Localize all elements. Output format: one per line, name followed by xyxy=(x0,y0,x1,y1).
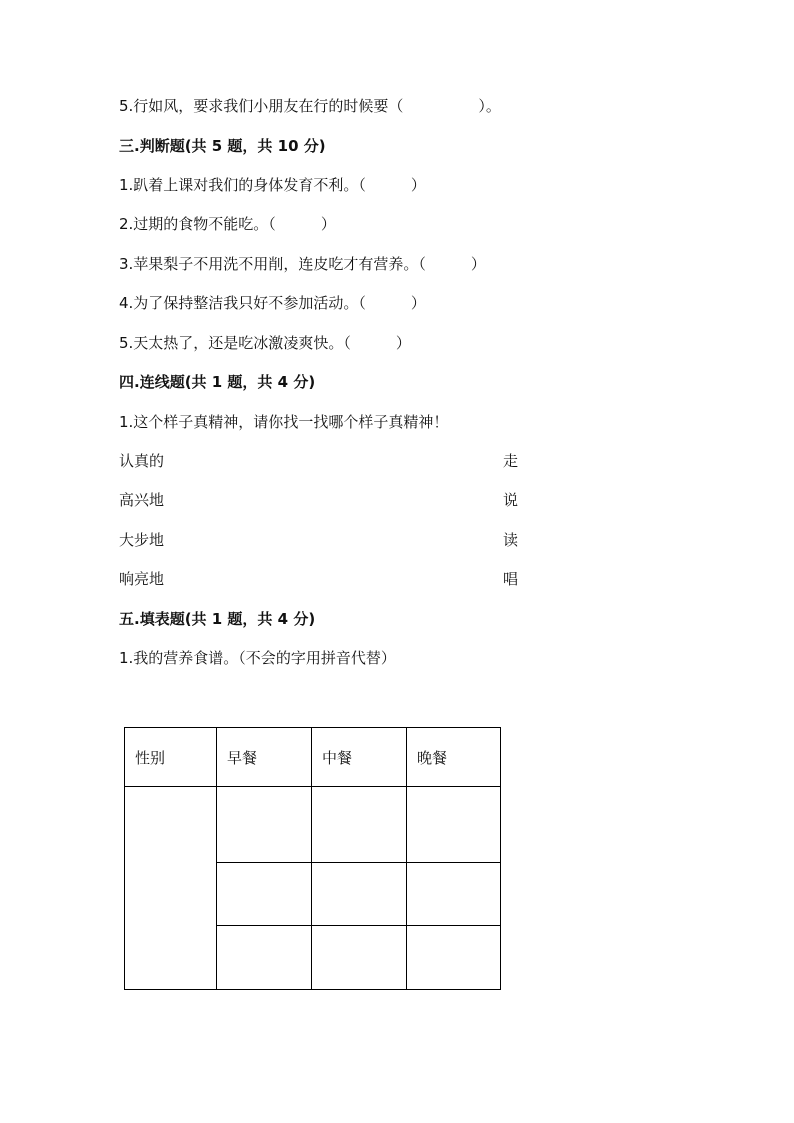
match-left-4: 响亮地 xyxy=(119,570,165,588)
match-left-2: 高兴地 xyxy=(119,491,165,509)
table-cell[interactable] xyxy=(217,863,312,926)
judge-item-1: 1.趴着上课对我们的身体发育不利。（ ） xyxy=(119,176,426,194)
judge-item-2: 2.过期的食物不能吃。（ ） xyxy=(119,215,336,233)
section-5-title: 五.填表题(共 1 题，共 4 分) xyxy=(119,610,316,628)
table-cell[interactable] xyxy=(217,926,312,990)
match-right-2: 说 xyxy=(503,491,519,509)
match-right-4: 唱 xyxy=(503,570,519,588)
matching-question: 1.这个样子真精神，请你找一找哪个样子真精神！ xyxy=(119,413,449,431)
judge-item-3: 3.苹果梨子不用洗不用削，连皮吃才有营养。（ ） xyxy=(119,255,486,273)
table-cell[interactable] xyxy=(312,926,407,990)
meal-table xyxy=(124,727,501,990)
match-right-1: 走 xyxy=(503,452,519,470)
match-right-3: 读 xyxy=(503,531,519,549)
table-cell[interactable] xyxy=(312,787,407,863)
question-3-5: 5.行如风，要求我们小朋友在行的时候要（ ）。 xyxy=(119,97,501,115)
judge-item-5: 5.天太热了，还是吃冰激凌爽快。（ ） xyxy=(119,334,411,352)
section-3-title: 三.判断题(共 5 题，共 10 分) xyxy=(119,137,326,155)
header-lunch: 中餐 xyxy=(312,728,407,787)
judge-item-4: 4.为了保持整洁我只好不参加活动。（ ） xyxy=(119,294,426,312)
match-left-3: 大步地 xyxy=(119,531,165,549)
gender-cell[interactable] xyxy=(125,787,217,990)
section-4-title: 四.连线题(共 1 题，共 4 分) xyxy=(119,373,316,391)
table-cell[interactable] xyxy=(407,926,501,990)
header-gender: 性别 xyxy=(125,728,217,787)
match-left-1: 认真的 xyxy=(119,452,165,470)
table-cell[interactable] xyxy=(407,787,501,863)
header-dinner: 晚餐 xyxy=(407,728,501,787)
table-cell[interactable] xyxy=(217,787,312,863)
header-breakfast: 早餐 xyxy=(217,728,312,787)
table-cell[interactable] xyxy=(407,863,501,926)
table-question: 1.我的营养食谱。（不会的字用拼音代替） xyxy=(119,649,396,667)
table-cell[interactable] xyxy=(312,863,407,926)
